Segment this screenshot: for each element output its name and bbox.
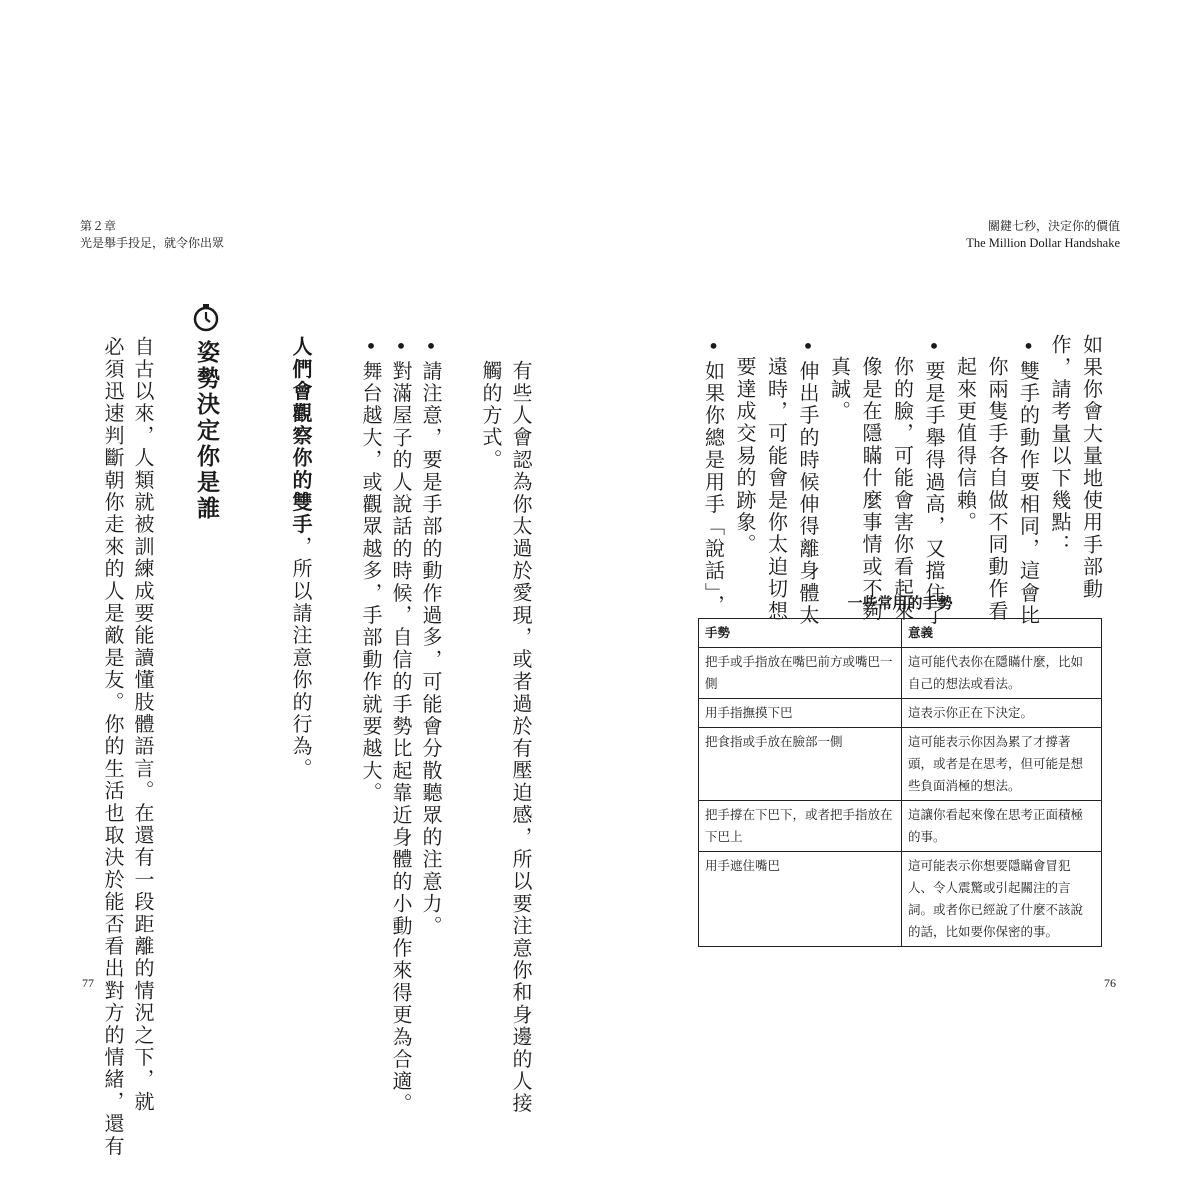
gesture-table	[698, 618, 1102, 947]
text-line: •請注意，要是手部的動作過多，可能會分散聽眾的注意力。	[419, 334, 443, 938]
text-line: 自古以來，人類就被訓練成要能讀懂肢體語言。在還有一段距離的情況之下，就	[131, 336, 155, 1113]
text-line: 有些人會認為你太過於愛現，或者過於有壓迫感，所以要注意你和身邊的人接	[509, 360, 533, 1115]
table-row	[699, 648, 1102, 699]
text-line: •雙手的動作要相同，這會比	[1016, 334, 1041, 627]
section-heading: 姿勢決定你是誰	[193, 340, 219, 522]
right-text-block	[697, 334, 1107, 627]
text-line: 你的臉，可能會害你看起來	[890, 356, 915, 623]
table-row	[699, 699, 1102, 728]
text-line: •要是手舉得過高，又擋住了	[922, 334, 946, 627]
bullet-1	[416, 334, 446, 937]
text-line: •舞台越大，或觀眾越多，手部動作就要越大。	[359, 334, 383, 805]
table-row	[699, 801, 1102, 852]
gesture-cell: 用手指撫摸下巴	[699, 699, 902, 728]
column-header: 意義	[902, 619, 1102, 648]
stopwatch-icon	[193, 304, 219, 332]
right-running-head	[966, 218, 1120, 252]
table-title: 一些常用的手勢	[847, 594, 953, 612]
chapter-number: 第２章	[80, 219, 117, 233]
text-line: 起來更值得信賴。	[953, 356, 978, 534]
book-title-en: The Million Dollar Handshake	[966, 236, 1120, 250]
gesture-cell: 用手遮住嘴巴	[699, 852, 902, 947]
text-line: 觸的方式。	[479, 360, 503, 471]
gesture-cell: 把手或手指放在嘴巴前方或嘴巴一側	[699, 648, 902, 699]
column-header: 手勢	[699, 619, 902, 648]
left-running-head	[80, 218, 224, 252]
table-row	[699, 852, 1102, 947]
gesture-cell: 把手撐在下巴下，或者把手指放在下巴上	[699, 801, 902, 852]
text-line: 真誠。	[827, 356, 852, 423]
bullet-2	[386, 334, 416, 1115]
text-line: ，所以請注意你的行為。	[289, 535, 313, 781]
section-heading-block	[186, 302, 226, 522]
text-line: 必須迅速判斷朝你走來的人是敵是友。你的生活也取決於能否看出對方的情緒，還有	[101, 336, 125, 1158]
text-line: •伸出手的時候伸得離身體太	[796, 334, 820, 627]
table-row	[699, 728, 1102, 801]
book-title-zh: 關鍵七秒，決定你的價值	[987, 219, 1120, 233]
text-line: 作，請考量以下幾點：	[1048, 334, 1072, 556]
meaning-cell: 這可能代表你在隱瞞什麼，比如自己的想法或看法。	[902, 648, 1102, 699]
text-line: 你兩隻手各自做不同動作看	[985, 356, 1009, 623]
text-line: •如果你總是用手「說話」，	[701, 334, 726, 617]
text-line: •對滿屋子的人說話的時候，自信的手勢比起靠近身體的小動作來得更為合適。	[389, 334, 413, 1115]
text-line: 如果你會大量地使用手部動	[1079, 334, 1104, 601]
gesture-cell: 把食指或手放在臉部一側	[699, 728, 902, 801]
paragraph-hands	[286, 336, 316, 780]
meaning-cell: 這讓你看起來像在思考正面積極的事。	[902, 801, 1102, 852]
page-number-left: 77	[82, 976, 94, 990]
meaning-cell: 這可能表示你想要隱瞞會冒犯人、令人震驚或引起關注的言詞。或者你已經說了什麼不該說的話，比如要你保密的事。	[902, 852, 1102, 947]
table-header-row	[699, 619, 1102, 648]
chapter-title: 光是舉手投足，就令你出眾	[80, 236, 225, 250]
text-line: 像是在隱瞞什麼事情或不夠	[859, 356, 883, 623]
meaning-cell: 這可能表示你因為累了才撐著頭，或者是在思考，但可能是想些負面消極的想法。	[902, 728, 1102, 801]
text-line: 要達成交易的跡象。	[733, 356, 757, 556]
bullet-3	[356, 334, 386, 804]
meaning-cell: 這表示你正在下決定。	[902, 699, 1102, 728]
text-line: 遠時，可能會是你太迫切想	[764, 356, 789, 623]
emphasis-text: 人們會觀察你的雙手	[289, 336, 313, 536]
page-number-right: 76	[1104, 976, 1116, 990]
paragraph-posture	[98, 336, 158, 1157]
paragraph-intro	[476, 360, 536, 1115]
